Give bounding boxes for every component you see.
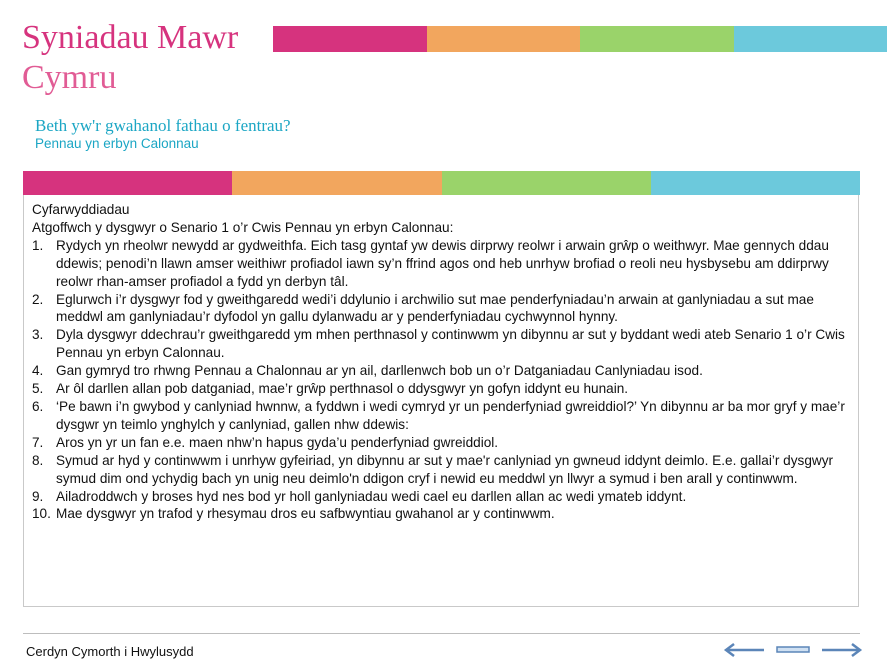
instructions-list: [32, 237, 850, 524]
list-item-number: 7.: [32, 434, 44, 450]
stripe-orange: [427, 26, 581, 52]
list-item-text: ‘Pe bawn i’n gwybod y canlyniad hwnnw, a fyddwn i wedi cymryd yr un penderfyniad gwreiddiol?’ Yn dibynnu ar ba mor gryf y mae’r dysgwr yn teimlo ynghylch y canlyniad, gallen nhw ddewis:: [56, 398, 845, 432]
arrow-left-icon[interactable]: [722, 640, 766, 660]
list-item-text: Mae dysgwyr yn trafod y rhesymau dros eu safbwyntiau gwahanol ar y continwwm.: [56, 506, 555, 522]
menu-bar-icon[interactable]: [776, 640, 810, 660]
list-item-number: 2.: [32, 291, 44, 307]
list-item: [32, 326, 850, 362]
list-item-text: Eglurwch i’r dysgwyr fod y gweithgaredd wedi’i ddylunio i archwilio sut mae penderfyniadau’n arwain at ganlyniadau a sut mae meddwl am ganlyniadau’r dyfodol yn gallu dylanwadu ar y penderfyniadau cychwynnol hynny.: [56, 291, 814, 325]
page-title: Beth yw'r gwahanol fathau o fentrau?: [35, 116, 291, 135]
list-item-text: Rydych yn rheolwr newydd ar gydweithfa. Eich tasg gyntaf yw dewis dirprwy reolwr i arwain grŵp o weithwyr. Mae gennych ddau ddewis; penodi’n llawn amser weithiwr profiadol iawn sy’n ffrind agos ond heb unrhyw brofiad o reoli neu hysbysebu am ddirprwy reolwr rhan-amser profiadol a fydd yn derbyn tâl.: [56, 237, 829, 289]
color-stripe-content: [23, 171, 860, 195]
instructions-intro: Atgoffwch y dysgwyr o Senario 1 o’r Cwis Pennau yn erbyn Calonnau:: [32, 219, 454, 235]
list-item: [32, 291, 850, 327]
list-item-text: Ailadroddwch y broses hyd nes bod yr holl ganlyniadau wedi cael eu darllen allan ac wedi ymateb iddynt.: [56, 488, 687, 504]
instructions-heading: Cyfarwyddiadau: [32, 202, 130, 217]
list-item: [32, 362, 850, 380]
stripe-pink: [23, 171, 232, 195]
stripe-green: [442, 171, 651, 195]
list-item-number: 10.: [32, 506, 51, 522]
list-item: [32, 452, 850, 488]
list-item-text: Symud ar hyd y continwwm i unrhyw gyfeiriad, yn dibynnu ar sut y mae'r canlyniad yn gwneud iddynt deimlo. E.e. gallai’r dysgwyr symud dim ond ychydig bach yn unig neu deimlo'n ddigon cryf i newid eu meddwl yn llwyr a symud i ben arall y continwwm.: [56, 452, 834, 486]
list-item-number: 8.: [32, 452, 44, 468]
footer-divider: [23, 633, 860, 634]
list-item-text: Gan gymryd tro rhwng Pennau a Chalonnau ar yn ail, darllenwch bob un o’r Datganiadau Canlyniadau isod.: [56, 363, 703, 379]
list-item: [32, 505, 850, 523]
list-item: [32, 380, 850, 398]
list-item-text: Aros yn yr un fan e.e. maen nhw’n hapus gyda’u penderfyniad gwreiddiol.: [56, 434, 499, 450]
list-item-text: Dyla dysgwyr ddechrau’r gweithgaredd ym mhen perthnasol y continwwm yn dibynnu ar sut y byddant wedi ateb Senario 1 o’r Cwis Pennau yn erbyn Calonnau.: [56, 327, 845, 361]
list-item-number: 1.: [32, 237, 44, 253]
color-stripe-top: [273, 26, 887, 52]
arrow-right-icon[interactable]: [820, 640, 864, 660]
list-item: [32, 434, 850, 452]
page-subtitle: Pennau yn erbyn Calonnau: [35, 136, 199, 151]
list-item-text: Ar ôl darllen allan pob datganiad, mae’r grŵp perthnasol o ddysgwyr yn gofyn iddynt eu hunain.: [56, 381, 629, 397]
stripe-blue: [651, 171, 860, 195]
list-item-number: 3.: [32, 327, 44, 343]
list-item-number: 6.: [32, 398, 44, 414]
list-item-number: 4.: [32, 363, 44, 379]
footer-label: Cerdyn Cymorth i Hwylusydd: [26, 644, 194, 659]
list-item-number: 5.: [32, 381, 44, 397]
stripe-orange: [232, 171, 441, 195]
list-item: [32, 237, 850, 291]
logo-line-1: Syniadau Mawr: [22, 19, 239, 56]
stripe-blue: [734, 26, 887, 52]
list-item: [32, 488, 850, 506]
list-item-number: 9.: [32, 488, 44, 504]
instructions-panel: [23, 195, 859, 607]
logo-line-2: Cymru: [22, 59, 117, 96]
stripe-green: [580, 26, 734, 52]
stripe-pink: [273, 26, 427, 52]
list-item: [32, 398, 850, 434]
